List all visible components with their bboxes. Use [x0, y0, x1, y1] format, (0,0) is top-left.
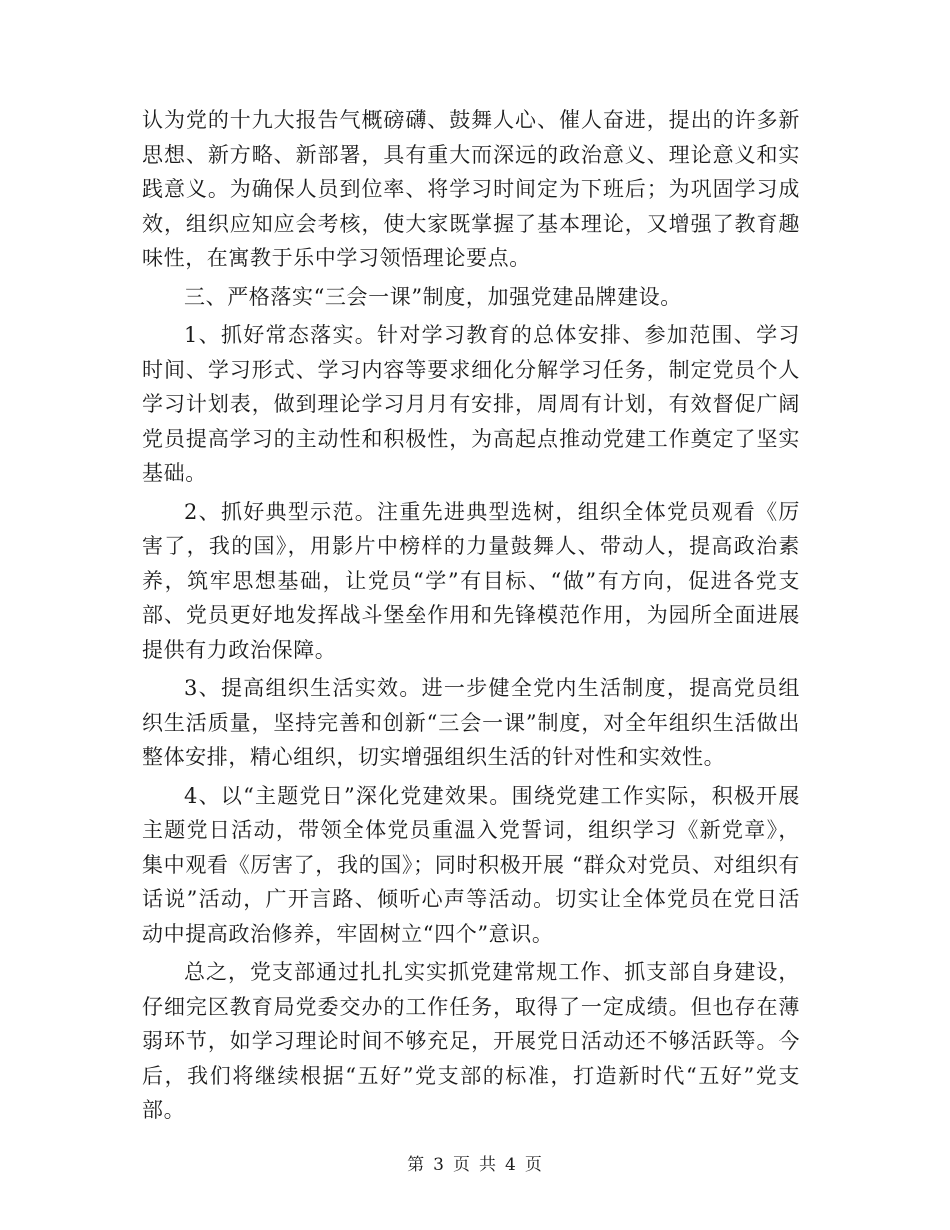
footer-prefix: 第	[407, 1155, 426, 1175]
footer-total-word: 共	[479, 1155, 497, 1175]
footer-current-page: 3	[433, 1155, 445, 1175]
footer-page-word: 页	[453, 1155, 471, 1175]
paragraph-continued: 认为党的十九大报告气概磅礴、鼓舞人心、催人奋进，提出的许多新思想、新方略、新部署，具有重大而深远的政治意义、理论意义和实践意义。为确保人员到位率、将学习时间定为下班后；为巩固学习成效，组织应知应会考核，使大家既掌握了基本理论，又增强了教育趣味性，在寓教于乐中学习领悟理论要点。	[142, 108, 800, 270]
body-text	[142, 103, 800, 1132]
paragraph-item-4: 4、以“主题党日”深化党建效果。围绕党建工作实际，积极开展主题党日活动，带领全体党员重温入党誓词，组织学习《新党章》，集中观看《厉害了，我的国》；同时积极开展 “群众对党员、对组织有话说”活动，广开言路、倾听心声等活动。切实让全体党员在党日活动中提高政治修养，牢固树立“四个”意识。	[142, 783, 800, 946]
paragraph-item-3: 3、提高组织生活实效。进一步健全党内生活制度，提高党员组织生活质量，坚持完善和创新“三会一课”制度，对全年组织生活做出整体安排，精心组织，切实增强组织生活的针对性和实效性。	[142, 676, 800, 769]
paragraph-item-2: 2、抓好典型示范。注重先进典型选树，组织全体党员观看《厉害了，我的国》，用影片中榜样的力量鼓舞人、带动人，提高政治素养，筑牢思想基础，让党员“学”有目标、“做”有方向，促进各党支部、党员更好地发挥战斗堡垒作用和先锋模范作用，为园所全面进展提供有力政治保障。	[142, 499, 800, 662]
page-footer	[0, 1150, 950, 1175]
footer-total-pages: 4	[505, 1155, 517, 1175]
footer-suffix: 页	[524, 1155, 543, 1175]
paragraph-item-1: 1、抓好常态落实。针对学习教育的总体安排、参加范围、学习时间、学习形式、学习内容等要求细化分解学习任务，制定党员个人学习计划表，做到理论学习月月有安排，周周有计划，有效督促广阔党员提高学习的主动性和积极性，为高起点推动党建工作奠定了坚实基础。	[142, 323, 800, 485]
section-heading-three: 三、严格落实“三会一课”制度，加强党建品牌建设。	[184, 284, 682, 309]
paragraph-summary: 总之，党支部通过扎扎实实抓党建常规工作、抓支部自身建设，仔细完区教育局党委交办的工作任务，取得了一定成绩。但也存在薄弱环节，如学习理论时间不够充足，开展党日活动还不够活跃等。今后，我们将继续根据“五好”党支部的标准，打造新时代“五好”党支部。	[142, 960, 800, 1122]
